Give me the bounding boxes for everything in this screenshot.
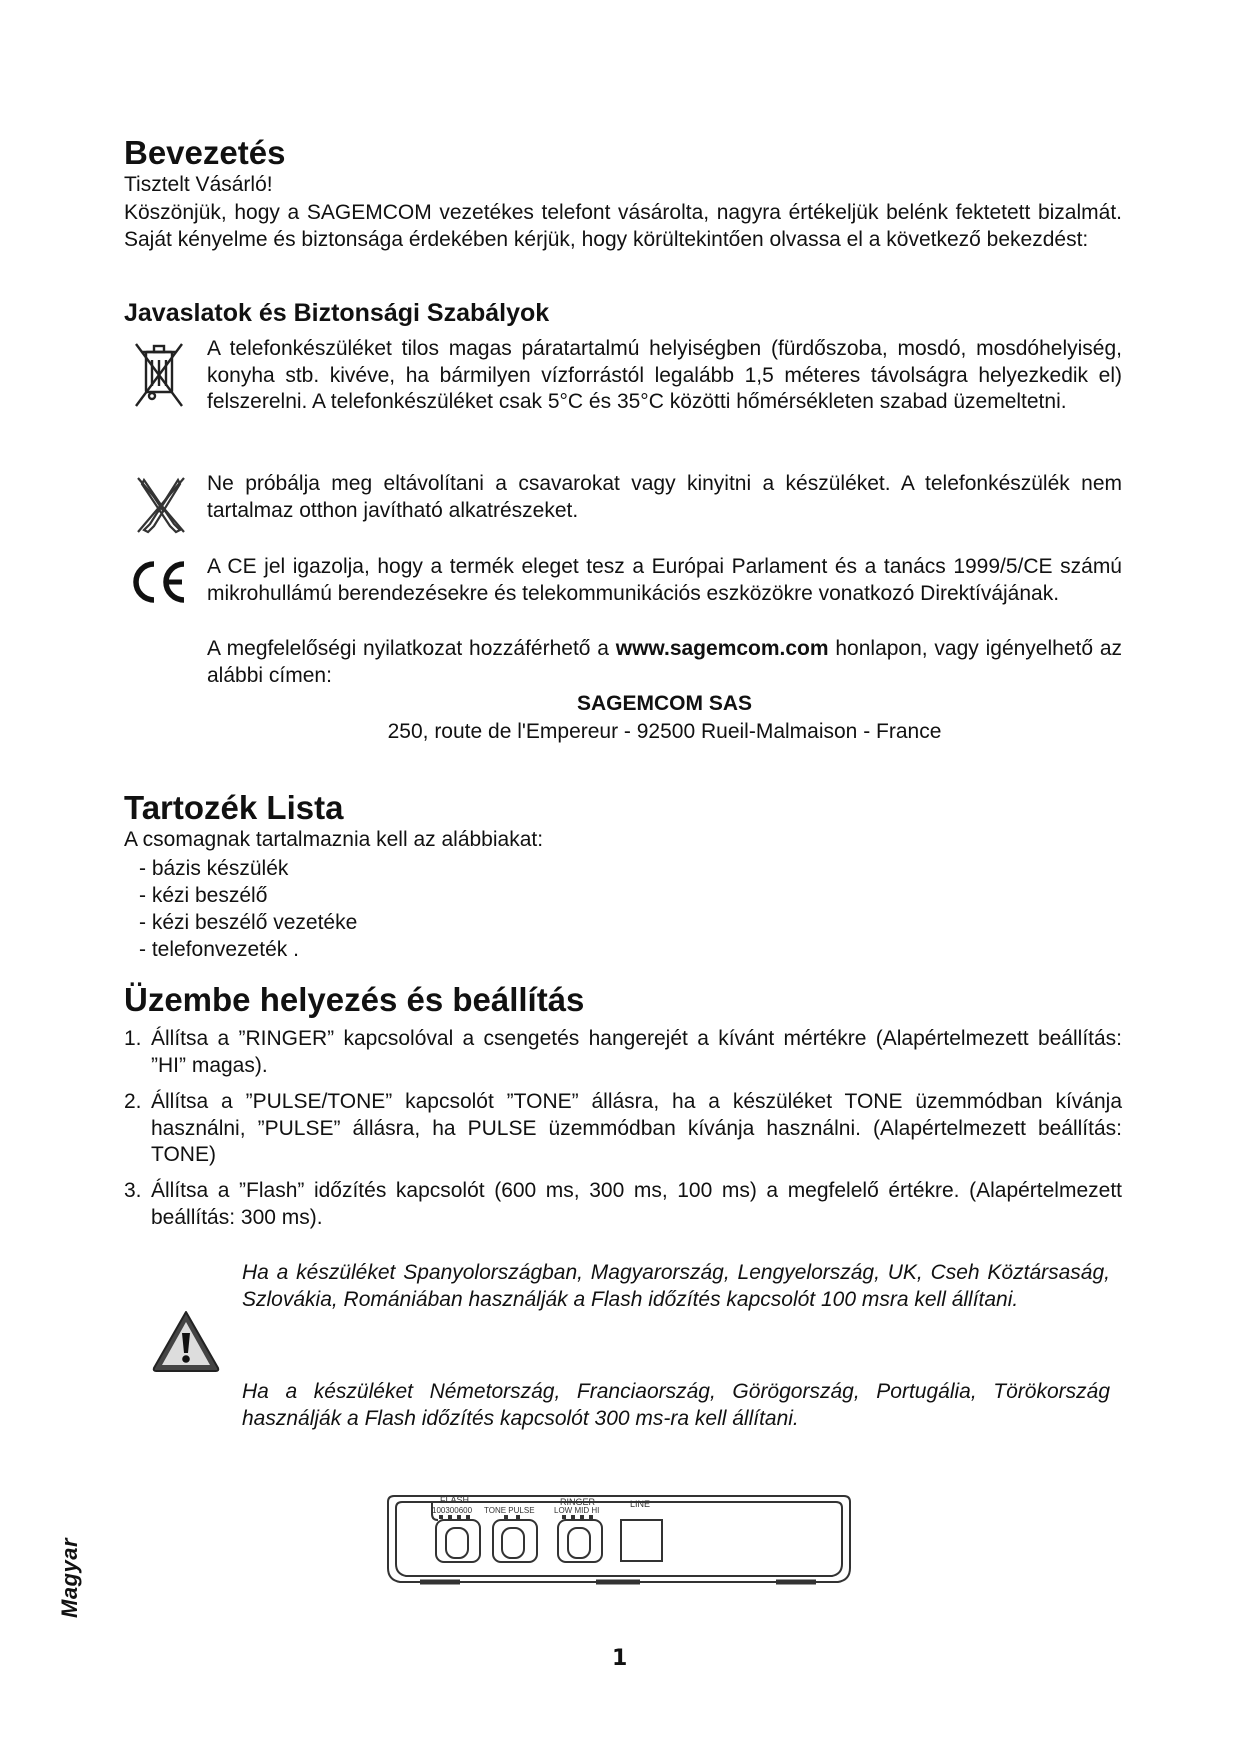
list-item: - kézi beszélő xyxy=(139,884,268,907)
wheelie-bin-crossed-icon xyxy=(132,340,186,410)
step-number: 1. xyxy=(124,1027,142,1050)
ce-mark-icon xyxy=(126,558,190,606)
company-address: 250, route de l'Empereur - 92500 Rueil-Malmaison - France xyxy=(387,720,942,743)
list-item: - telefonvezeték . xyxy=(139,938,299,961)
step-text: Állítsa a ”RINGER” kapcsolóval a csengetés hangerejét a kívánt mértékre (Alapértelmezett beállítás: ”HI” magas). xyxy=(151,1027,1122,1077)
sagemcom-website-link[interactable]: www.sagemcom.com xyxy=(615,637,829,660)
page-number: 1 xyxy=(612,1646,628,1671)
intro-greeting: Tisztelt Vásárló! xyxy=(124,173,273,196)
setup-title: Üzembe helyezés és beállítás xyxy=(124,981,585,1018)
company-name: SAGEMCOM SAS xyxy=(576,692,752,715)
step-text: Állítsa a ”PULSE/TONE” kapcsolót ”TONE” állásra, ha a készüléket TONE üzemmódban kívánja használni, ”PULSE” állásra, ha PULSE üzemmódban kívánja használni. (Alapértelmezett beállítás: TONE) xyxy=(151,1090,1122,1166)
declaration-suffix: honlapon, vagy igényelhető az alábbi címen: xyxy=(207,637,1122,687)
safety-title: Javaslatok és Biztonsági Szabályok xyxy=(124,299,550,327)
no-tools-icon xyxy=(134,474,188,536)
safety-humidity: A telefonkészüléket tilos magas páratartalmú helyiségben (fürdőszoba, mosdó, mosdóhelyiség, konyha stb. kivéve, ha bármilyen vízforrástól legalább 1,5 méteres távolságra helyezkedik el) felszerelni. A telefonkészüléket csak 5°C és 35°C közötti hőmérsékleten szabad üzemeltetni. xyxy=(207,337,1122,413)
setup-step xyxy=(124,1178,1122,1231)
intro-title: Bevezetés xyxy=(124,134,286,171)
tone-pulse-label: TONE PULSE xyxy=(484,1506,535,1515)
warning-text-1: Ha a készüléket Spanyolországban, Magyarország, Lengyelország, UK, Cseh Köztársaság, Szlovákia, Romániában használják a Flash időzítés kapcsolót 100 msra kell állítani. xyxy=(242,1261,1110,1311)
safety-ce-text: A CE jel igazolja, hogy a termék eleget tesz a Európai Parlament és a tanács 1999/5/CE számú mikrohullámú berendezésekre és telekommunikációs eszközökre vonatkozó Direktívájának. xyxy=(207,555,1122,605)
warning-triangle-icon xyxy=(150,1308,222,1374)
list-item: - bázis készülék xyxy=(139,857,289,880)
warning-text-2: Ha a készüléket Németország, Franciaország, Görögország, Portugália, Törökország használják a Flash időzítés kapcsolót 300 ms-ra kell állítani. xyxy=(242,1380,1110,1430)
step-number: 2. xyxy=(124,1090,142,1113)
device-back-panel-diagram xyxy=(384,1494,854,1594)
safety-declaration xyxy=(207,636,1122,689)
accessories-title: Tartozék Lista xyxy=(124,789,344,826)
language-side-tab: Magyar xyxy=(57,1537,82,1618)
intro-body: Köszönjük, hogy a SAGEMCOM vezetékes telefont vásárolta, nagyra értékeljük belénk fektetett bizalmát. Saját kényelme és biztonsága érdekében kérjük, hogy körültekintően olvassa el a következő bekezdést: xyxy=(124,201,1122,251)
line-label: LINE xyxy=(630,1499,651,1509)
flash-label: FLASH xyxy=(440,1495,470,1505)
list-item: - kézi beszélő vezetéke xyxy=(139,911,358,934)
safety-screws: Ne próbálja meg eltávolítani a csavarokat vagy kinyitni a készüléket. A telefonkészülék nem tartalmaz otthon javítható alkatrészeket. xyxy=(207,472,1122,522)
accessories-list xyxy=(139,855,357,963)
ringer-label: RINGER xyxy=(560,1497,596,1507)
step-number: 3. xyxy=(124,1179,142,1202)
declaration-prefix: A megfelelőségi nyilatkozat hozzáférhető a xyxy=(207,637,609,660)
setup-step xyxy=(124,1026,1122,1079)
ringer-values: LOW MID HI xyxy=(554,1506,600,1515)
flash-values: 100300600 xyxy=(432,1506,473,1515)
step-text: Állítsa a ”Flash” időzítés kapcsolót (600 ms, 300 ms, 100 ms) a megfelelő értékre. (Alapértelmezett beállítás: 300 ms). xyxy=(151,1179,1122,1229)
setup-step xyxy=(124,1089,1122,1169)
accessories-intro: A csomagnak tartalmaznia kell az alábbiakat: xyxy=(124,828,544,851)
